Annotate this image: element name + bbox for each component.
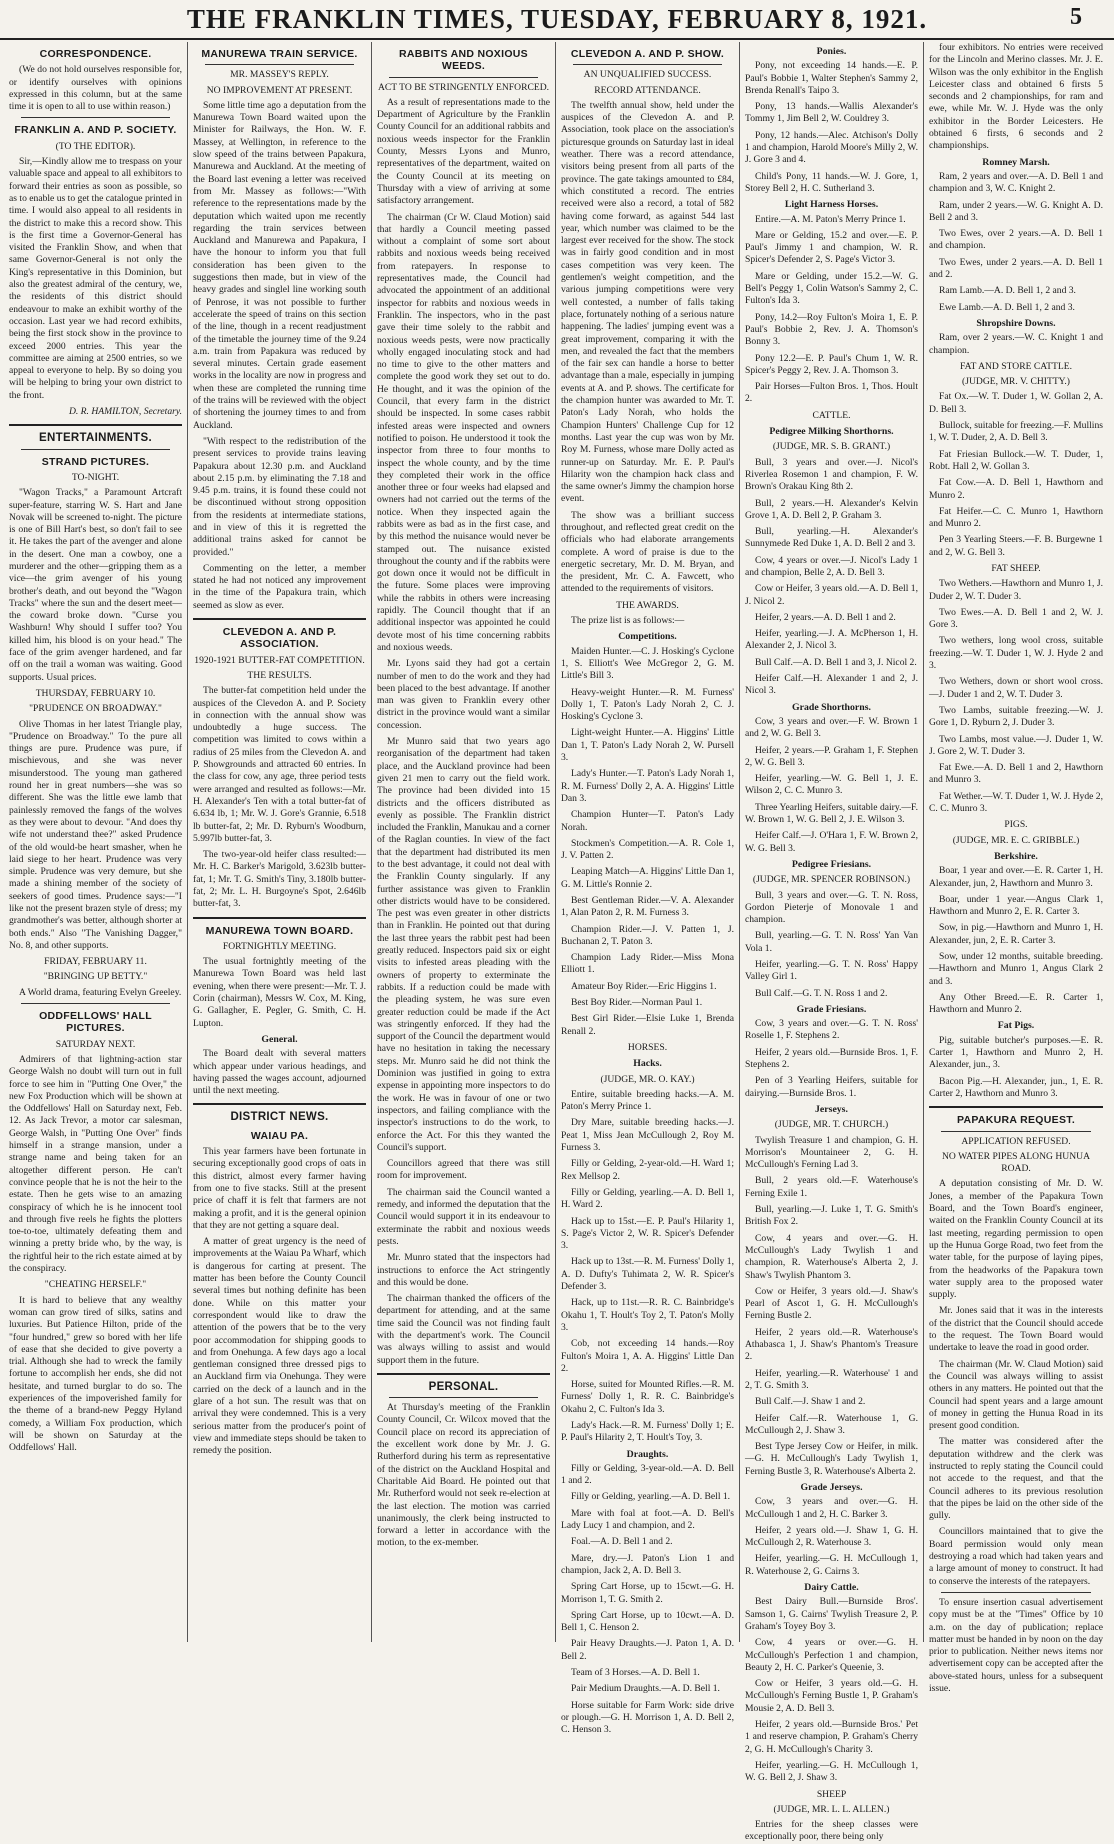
district-place: WAIAU PA. <box>250 1129 309 1142</box>
award-entry: Heifer, yearling.—J. A. McPherson 1, H. Alexander 2, J. Nicol 3. <box>745 628 918 652</box>
award-entry: Champion Rider.—J. V. Patten 1, J. Buchanan 2, T. Paton 3. <box>561 923 734 947</box>
town-board-paragraph: The Board dealt with several matters which appear under various headings, and having passed the wages account, adjourned until the next meeting. <box>193 1048 366 1097</box>
papakura-heading: PAPAKURA REQUEST. <box>956 1114 1076 1127</box>
cheating-paragraph: It is hard to believe that any wealthy woman can grow tired of silks, satins and luxuries. But Patience Hilton, pride of the "four hundred," grew so bored with her life of ease that she decided to give poverty a trial. Although she had to wreck the family fortune to accomplish her ends, she did not hesitate, and turned burglar to do so. The experiences of the impoverished family for the theme of a brand-new Peggy Hyland comedy, a William Fox production, which will be shown on Saturday at the Oddfellows' Hall. <box>9 1294 182 1454</box>
divider <box>9 424 182 426</box>
award-entry: Bullock, suitable for freezing.—F. Mullins 1, W. T. Duder, 2, A. D. Bell 3. <box>929 420 1103 444</box>
train-paragraph: Commenting on the letter, a member stated he had not noticed any improvement in the time of the Papakura train, which seemed as slow as ever. <box>193 562 366 611</box>
divider <box>21 1003 170 1004</box>
award-entry: Pony, 14.2—Roy Fulton's Moira 1, E. P. Paul's Bobbie 2, Rev. J. A. Thomson's Bonny 3. <box>745 311 918 348</box>
award-entry: Ewe Lamb.—A. D. Bell 1, 2 and 3. <box>939 301 1075 313</box>
rabbits-subheading: ACT TO BE STRINGENTLY ENFORCED. <box>377 81 550 93</box>
show-paragraph: The show was a brilliant success throughout, and reflected great credit on the officials who had elaborate arrangements complete. A word of praise is due to the energetic secretary, Mr. D. M. Bryan, and the president, Mr. C. A. Fawcett, who attended to the requirements of visitors. <box>561 509 734 595</box>
award-entry: Filly or Gelding, yearling.—A. D. Bell 1. <box>571 1491 731 1503</box>
light-harness-heading: Light Harness Horses. <box>784 199 879 211</box>
hacks-heading: Hacks. <box>633 1058 662 1070</box>
column-1 <box>4 42 188 1642</box>
butterfat-results: THE RESULTS. <box>247 669 312 681</box>
entertainments-heading: ENTERTAINMENTS. <box>39 432 152 445</box>
friday-date: FRIDAY, FEBRUARY 11. <box>44 956 147 968</box>
society-signature: D. R. HAMILTON, Secretary. <box>68 406 182 418</box>
pigs-heading: PIGS. <box>1004 819 1028 831</box>
award-entry: Ram Lamb.—A. D. Bell 1, 2 and 3. <box>939 285 1076 297</box>
horses-heading: HORSES. <box>627 1041 668 1053</box>
divider <box>941 1131 1091 1132</box>
award-entry: Two Wethers.—Hawthorn and Munro 1, J. Duder 2, W. T. Duder 3. <box>929 578 1103 602</box>
award-entry: Leaping Match—A. Higgins' Little Dan 1, G. M. Little's Ronnie 2. <box>561 866 734 890</box>
page-number: 5 <box>1070 4 1082 30</box>
award-entry: Bull, 2 years old.—F. Waterhouse's Ferning Exile 1. <box>745 1175 918 1199</box>
award-entry: Heifer, yearling.—G. T. N. Ross' Happy Valley Girl 1. <box>745 959 918 983</box>
divider <box>377 1373 550 1375</box>
award-entry: Mare, dry.—J. Paton's Lion 1 and champion, Jack 2, A. D. Bell 3. <box>561 1552 734 1576</box>
hacks-judge: (JUDGE, MR. O. KAY.) <box>600 1073 695 1085</box>
award-entry: Boar, under 1 year.—Angus Clark 1, Hawthorn and Munro 2, E. R. Carter 3. <box>929 893 1103 918</box>
divider <box>193 917 366 919</box>
oddfellows-date: SATURDAY NEXT. <box>55 1038 136 1050</box>
award-entry: Lady's Hunter.—T. Paton's Lady Norah 1, R. M. Furness' Dolly 2, A. A. Higgins' Little Dan 3. <box>561 768 734 804</box>
award-entry: Fat Cow.—A. D. Bell 1, Hawthorn and Munro 2. <box>929 477 1103 501</box>
award-entry: Fat Wether.—W. T. Duder 1, W. J. Hyde 2, C. C. Munro 3. <box>929 790 1103 815</box>
papakura-paragraph: Councillors maintained that to give the Board permission would only mean destroying a road which had taken years and a large amount of money to construct. It had to conserve the interests of the ratepayers. <box>929 1526 1103 1587</box>
award-entry: Heifer, yearling.—W. G. Bell 1, J. E. Wilson 2, C. C. Munro 3. <box>745 773 918 797</box>
award-entry: Heifer, 2 years old.—Burnside Bros.' Pet 1 and reserve champion, P. Graham's Cherry 2, G. H. McCullough's Charity 3. <box>745 1719 918 1755</box>
award-entry: Entire, suitable breeding hacks.—A. M. Paton's Merry Prince 1. <box>561 1088 734 1113</box>
award-entry: Pony, 13 hands.—Wallis Alexander's Tommy 1, Jim Bell 2, W. Couldrey 3. <box>745 101 918 125</box>
newspaper-title: THE FRANKLIN TIMES, TUESDAY, FEBRUARY 8, 1921. <box>186 3 928 34</box>
award-entry: Sow, under 12 months, suitable breeding.—Hawthorn and Munro 1, Angus Clark 2 and 3. <box>929 951 1103 987</box>
award-entry: Champion Lady Rider.—Miss Mona Elliott 1. <box>561 952 734 976</box>
award-entry: Pony, not exceeding 14 hands.—E. P. Paul's Bobbie 1, Walter Stephen's Sammy 2, Brenda Renall's Taipo 3. <box>745 60 918 96</box>
award-entry: Heifer, yearling.—G. H. McCullough 1, W. G. Bell 2, J. Shaw 3. <box>745 1759 918 1784</box>
correspondence-heading: CORRESPONDENCE. <box>39 48 152 60</box>
divider <box>573 64 722 65</box>
district-paragraph: This year farmers have been fortunate in securing exceptionally good crops of oats in this district, almost every farmer having from one to five stacks. Still at the present price of chaff it is felt that farmers are not making a profit, and it is the general opinion that they are not getting a square deal. <box>193 1146 366 1231</box>
papakura-subheading-2: NO WATER PIPES ALONG HUNUA ROAD. <box>942 1150 1090 1175</box>
rabbits-paragraph: The chairman thanked the officers of the department for attending, and at the same time said the Council was not finding fault with the department's work. The Council was always willing to assist and would support them in the future. <box>377 1293 550 1366</box>
award-entry: Stockmen's Competition.—A. R. Cole 1, J. V. Patten 2. <box>561 837 734 862</box>
award-entry: Two Lambs, most value.—J. Duder 1, W. J. Gore 2, W. T. Duder 3. <box>929 733 1103 757</box>
award-entry: Pig, suitable butcher's purposes.—E. R. Carter 1, Hawthorn and Munro 2, H. Alexander, jun., 3. <box>929 1034 1103 1071</box>
award-entry: Two Ewes, under 2 years.—A. D. Bell 1 and 2. <box>929 256 1103 281</box>
fat-pigs-heading: Fat Pigs. <box>997 1020 1035 1032</box>
train-heading: MANUREWA TRAIN SERVICE. <box>201 48 358 60</box>
sheep-heading: SHEEP <box>816 1788 847 1800</box>
award-entry: Bull Calf.—J. Shaw 1 and 2. <box>755 1396 866 1408</box>
award-entry: Heifer, 2 years old.—J. Shaw 1, G. H. McCullough 2, R. Waterhouse 3. <box>745 1524 918 1549</box>
divider <box>941 1592 1091 1593</box>
show-heading: CLEVEDON A. AND P. SHOW. <box>570 48 725 60</box>
award-entry: Ram, over 2 years.—W. C. Knight 1 and champion. <box>929 332 1103 356</box>
award-entry: Any Other Breed.—E. R. Carter 1, Hawthorn and Munro 2. <box>929 991 1103 1016</box>
correspondence-note: (We do not hold ourselves responsible for, or identify ourselves with opinions expressed in this column, but at the same time it is open to all to use within reason.) <box>9 64 182 113</box>
award-entry: Cow, 4 years or over.—G. H. McCullough's Perfection 1 and champion, Beauty 2, H. C. Parker's Queenie, 3. <box>745 1637 918 1673</box>
award-entry: Filly or Gelding, 3-year-old.—A. D. Bell 1 and 2. <box>561 1462 734 1487</box>
rabbits-paragraph: Mr. Lyons said they had got a certain number of men to do the work and they had been placed to the best advantage. If another man was given to Franklin every other district in the province would want a similar concession. <box>377 658 550 731</box>
award-entry: Cow, 4 years or over.—J. Nicol's Lady 1 and champion, Belle 2, A. D. Bell 3. <box>745 554 918 578</box>
berkshire-heading: Berkshire. <box>994 850 1038 862</box>
award-entry: Bull, 3 years and over.—G. T. N. Ross, Gordon Pieterje of Monovale 1 and champion. <box>745 889 918 926</box>
butterfat-heading: CLEVEDON A. AND P. ASSOCIATION. <box>222 626 337 651</box>
draughts-heading: Draughts. <box>626 1448 669 1460</box>
divider <box>21 449 170 450</box>
romney-heading: Romney Marsh. <box>982 156 1050 168</box>
award-entry: Cob, not exceeding 14 hands.—Roy Fulton's Moira 1, A. A. Higgins' Little Dan 2. <box>561 1338 734 1374</box>
awards-heading: THE AWARDS. <box>616 599 679 611</box>
divider <box>389 77 538 78</box>
papakura-paragraph: The matter was considered after the deputation withdrew and the clerk was instructed to reply stating the Council could not accede to the request, and that the Council adheres to its previous resolution that the pipes be laid on the other side of the gully. <box>929 1436 1103 1522</box>
award-entry: Spring Cart Horse, up to 15cwt.—G. H. Morrison 1, T. G. Smith 2. <box>561 1581 734 1605</box>
award-entry: Bull, 3 years and over.—J. Nicol's Riverlea Rosemon 1 and champion, F. W. Brown's Orakau King 8th 2. <box>745 456 918 493</box>
show-subheading-2: RECORD ATTENDANCE. <box>594 84 701 96</box>
town-board-general: General. <box>261 1033 298 1045</box>
award-entry: Twylish Treasure 1 and champion, G. H. Morrison's Mountaineer 2, G. H. McCullough's Ferning Lad 3. <box>745 1134 918 1171</box>
award-entry: Best Gentleman Rider.—V. A. Alexander 1, Alan Paton 2, R. M. Furness 3. <box>561 895 734 919</box>
society-letter: Sir,—Kindly allow me to trespass on your valuable space and appeal to all exhibitors to forward their entries as soon as possible, so as to enable us to get the catalogue printed in time. I would also appeal to all residents in the district to make this a record show. This is the first time a Governor-General has visited the Franklin Show, and when that same Governor-General is not only the King's representative in this Dominion, but also the greatest admiral of the century, we, the residents of this district should endeavour to make an exhibit worthy of the occasion. Last year we had record exhibits, being the first stock show in the province to exceed 2000 entries. This year the committee are aiming at 2500 entries, so we appeal to everyone to help. By so doing you will be helping to bring your own district to the front. <box>9 156 182 401</box>
sheep-judge: (JUDGE, MR. L. L. ALLEN.) <box>773 1803 890 1815</box>
town-board-heading: MANUREWA TOWN BOARD. <box>205 924 354 937</box>
award-entry: Mare or Gelding, 15.2 and over.—E. P. Paul's Jimmy 1 and champion, W. R. Spicer's Defender 2, S. Page's Victor 3. <box>745 229 918 266</box>
society-heading: FRANKLIN A. AND P. SOCIETY. <box>14 124 177 137</box>
award-entry: Filly or Gelding, 2-year-old.—H. Ward 1; Rex Mellsop 2. <box>561 1158 734 1182</box>
page-columns <box>4 42 1110 1843</box>
rabbits-paragraph: The chairman (Cr W. Claud Motion) said that hardly a Council meeting passed without a complaint of some sort about rabbits and noxious weeds being received from ratepayers. In response to representatives made, the Council had advocated the appointment of an additional inspector for rabbits and noxious weeds in Franklin. The inspectors, who in the past gave their time solely to the rabbit and noxious weeds pests, were now practically wholly engaged inoculating stock and had no time to give to the other matters and complete the good work they set out to do. He thought, and it was the opinion of the Council, that every farm in the district should be inspected. In some cases rabbit infested areas were inspected and owners notified to poison. He understood it took the inspector from three to four months to inspect the whole county, and by the time they completed their work in the office another three or four weeks had elapsed and owners had not carried out the terms of the notice. When they inspected again the rabbits were as bad as in the first case, and by this method the nuisance would never be stamped out. The nuisance existed throughout the county and if the rabbits were got down once it would not be difficult in the future. Some places were improving while the rabbits in others were increasing rapidly. The Council thought that if an additional inspector was appointed he could devote most of his time concerning rabbits and noxious weeds. <box>377 211 550 653</box>
rabbits-paragraph: Councillors agreed that there was still room for improvement. <box>377 1158 550 1182</box>
award-entry: Heifer Calf.—R. Waterhouse 1, G. McCullough 2, J. Shaw 3. <box>745 1412 918 1436</box>
train-paragraph: "With respect to the redistribution of the present services to provide trains leaving Papakura about 12.30 p.m. and Auckland about 2.15 p.m. by eliminating the 7.18 and 9.45 p.m. trains, it is found these could not be discontinued without strong opposition from the residents at intermediate stations, and in view of this it is regretted the additional trains asked for cannot be provided." <box>193 435 366 558</box>
award-entry: Champion Hunter—T. Paton's Lady Norah. <box>561 809 734 833</box>
ponies-heading: Ponies. <box>816 46 847 57</box>
award-entry: Two Ewes.—A. D. Bell 1 and 2, W. J. Gore 3. <box>929 606 1103 631</box>
award-entry: Team of 3 Horses.—A. D. Bell 1. <box>571 1667 700 1679</box>
divider <box>205 64 354 65</box>
show-paragraph: The twelfth annual show, held under the auspices of the Clevedon A. and P. Association, took place on the association's picturesque grounds on Saturday last in ideal weather. There was a record attendance, visitors being present from all parts of the province. The gate takings amounted to £84, which constituted a record. The entries received were also a record, a total of 582 having come forward, as against 544 last year, which number was claimed to be the largest ever received for the show. The stock was in fairly good condition and in most cases competition was very keen. The gentlemen's weight competition, and the various jumping competitions were very well contested, a number of falls taking place, fortunately nothing of a serious nature happening. The ladies' jumping event was a great improvement, comparing it with the men, and revealed the fact that the members of the fair sex can handle a horse to better advantage than a male, especially in jumping events at A. and P. shows. The certificate for the champion hunter was awarded to Mr. T. Paton's Lady Norah, who holds the Champion Hunters' Challenge Cup for 12 months. Last year the cup was won by Mr. Roy M. Furness, whose mare Dolly acted as runner-up on Saturday. Mr. E. P. Paul's Hilarity won the champion hack class and the same owner's Jimmy the champion horse event. <box>561 99 734 505</box>
award-entry: Cow or Heifer, 3 years old.—J. Shaw's Pearl of Ascot 1, G. H. McCullough's Ferning Bustle 2. <box>745 1285 918 1322</box>
award-entry: Pair Horses—Fulton Bros. 1, Thos. Hoult 2. <box>745 381 918 405</box>
thursday-date: THURSDAY, FEBRUARY 10. <box>35 687 156 699</box>
district-news-heading: DISTRICT NEWS. <box>230 1111 329 1124</box>
award-entry: Cow, 3 years and over.—G. T. N. Ross' Roselle 1, F. Stephens 2. <box>745 1018 918 1042</box>
shorthorns-judge: (JUDGE, MR. S. B. GRANT.) <box>772 441 891 453</box>
divider <box>193 1103 366 1105</box>
divider <box>21 117 170 118</box>
rabbits-paragraph: As a result of representations made to the Department of Agriculture by the Franklin County Council for an additional rabbits and noxious weeds inspector for the Franklin County, Messrs Lyons and Munro, representatives of the department, waited on the County Council at its meeting on Thursday with a view of arriving at some satisfactory arrangement. <box>377 96 550 207</box>
award-entry: Best Dairy Bull.—Burnside Bros'. Samson 1, G. Cairns' Twylish Treasure 2, P. Graham's Toyey Boy 3. <box>745 1596 918 1632</box>
strand-heading: STRAND PICTURES. <box>41 455 150 468</box>
cheating-title: "CHEATING HERSELF." <box>44 1279 147 1291</box>
society-to-editor: (TO THE EDITOR). <box>55 140 136 152</box>
award-entry: Bull Calf.—G. T. N. Ross 1 and 2. <box>755 987 888 999</box>
award-entry: Three Yearling Heifers, suitable dairy.—F. W. Brown 1, W. G. Bell 2, J. E. Wilson 3. <box>745 801 918 826</box>
train-paragraph: Some little time ago a deputation from the Manurewa Town Board waited upon the Minister for Railways, the Hon. W. F. Massey, at Wellington, in reference to the slow speed of the trains between Papakura, Manurewa and Auckland. At the meeting of the Board last evening a letter was received from Mr. Massey as follows:—"With reference to the representations made by the deputation which waited upon me recently regarding the train services between Auckland and Manurewa and Papakura, I have the honour to inform you that full consideration has been given to the suggestions then made, but in view of the heavy grades and singlel line working south of Penrose, it was not possible to further accelerate the speed of trains on this section of the line, though in a recent readjustment of the timetable the journey time of the 9.24 a.m. train from Papakura was reduced by several minutes. Certain grade easement works in the locality are now in progress and when these are completed the running time of the trains will be reviewed with the object of shortening the journey times to and from Auckland. <box>193 99 366 431</box>
masthead <box>0 0 1114 40</box>
papakura-paragraph: A deputation consisting of Mr. D. W. Jones, a member of the Papakura Town Board, and the Town Board's engineer, waited on the Franklin County Council at its last meeting, regarding permission to open up the Hunua Gorge Road, two feet from the water table, for the purpose of laying pipes, from the headworks of the Papakura town water supply area to the proposed water supply. <box>929 1178 1103 1301</box>
betty-paragraph: A World drama, featuring Evelyn Greeley. <box>19 986 182 998</box>
papakura-subheading: APPLICATION REFUSED. <box>961 1135 1071 1147</box>
award-entry: Boar, 1 year and over.—E. R. Carter 1, H. Alexander, jun, 2, Hawthorn and Munro 3. <box>929 865 1103 889</box>
award-entry: Hack up to 13st.—R. M. Furness' Dolly 1, A. D. Dufty's Tuhimata 2, W. R. Spicer's Defender 3. <box>561 1256 734 1293</box>
fat-sheep-heading: FAT SHEEP. <box>991 562 1041 574</box>
award-entry: Bull, yearling.—J. Luke 1, T. G. Smith's British Fox 2. <box>745 1204 918 1228</box>
awards-intro: The prize list is as follows:— <box>571 615 685 627</box>
cattle-heading: CATTLE. <box>812 409 851 421</box>
award-entry: Fat Ox.—W. T. Duder 1, W. Gollan 2, A. D. Bell 3. <box>929 391 1103 415</box>
award-entry: Bull, yearling.—H. Alexander's Sunnymede Red Duke 1, A. D. Bell 2 and 3. <box>745 526 918 550</box>
award-entry: Two Wethers, down or short wool cross.—J. Duder 1 and 2, W. T. Duder 3. <box>929 676 1103 700</box>
award-entry: Two wethers, long wool cross, suitable freezing.—W. T. Duder 1, W. J. Hyde 2 and 3. <box>929 635 1103 672</box>
personal-paragraph: At Thursday's meeting of the Franklin County Council, Cr. Wilcox moved that the Council place on record its appreciation of the excellent work done by Mr. J. G. Rutherford during his term as representative of the district on the Auckland Hospital and Charitable Aid Board. He pointed out that Mr. Rutherford would not seek re-election at the last election. The motion was carried unanimously, the clerk being instructed to forward a letter in accordance with the motion, to the ex-member. <box>377 1402 550 1549</box>
show-subheading: AN UNQUALIFIED SUCCESS. <box>583 69 712 81</box>
award-entry: Bull Calf.—A. D. Bell 1 and 3, J. Nicol 2. <box>755 656 917 668</box>
grade-friesians-heading: Grade Friesians. <box>796 1003 867 1015</box>
award-entry: Heifer, yearling.—G. H. McCullough 1, R. Waterhouse 2, G. Cairns 3. <box>745 1553 918 1577</box>
rabbits-paragraph: Mr Munro said that two years ago reorganisation of the department had taken place, and the Auckland province had been given 21 men to carry out the field work. The province had been divided into 15 districts and the officers distributed as evenly as possible. The Franklin district included the Franklin, Manukau and a corner of the Raglan counties. In view of the fact that the department had distributed its men to the best advantage, it could not deal with the Franklin County singularly. If any further assistance was given to Franklin other districts would have to be considered. The pest was even greater in other districts than in Franklin. He pointed out that during the last three years the rabbit pest had been greatly reduced. Inspectors paid six or eight visits to infested areas pleading with the owners of property to exterminate the rabbits. If a reduction could be made with the pleading system, he was sure even greater reduction could be made if the Act was stringently enforced. If they had the support of the Council the department would have no hesitation in taking the necessary steps. Mr. Munro said he did not think the Dominion was justified in going to extra expense in appointing more inspectors to do the work. He was in favour of one or two inspectors, and failing compliance with the inspector's instructions to do the work, to enforce the Act. For this they wanted the Council's support. <box>377 736 550 1153</box>
award-entry: Spring Cart Horse, up to 10cwt.—A. D. Bell 1, C. Henson 2. <box>561 1609 734 1634</box>
rabbits-heading: RABBITS AND NOXIOUS WEEDS. <box>399 48 528 73</box>
betty-title: "BRINGING UP BETTY." <box>43 971 148 983</box>
column-5 <box>740 42 924 1843</box>
divider <box>389 1397 538 1398</box>
pedigree-shorthorns-heading: Pedigree Milking Shorthorns. <box>769 426 894 438</box>
column-6 <box>924 42 1108 1695</box>
award-entry: Heifer, 2 years old.—R. Waterhouse's Athabasca 1, J. Shaw's Phantom's Treasure 2. <box>745 1326 918 1363</box>
award-entry: Pony 12.2—E. P. Paul's Chum 1, W. R. Spicer's Peggy 2, Rev. J. A. Thomson 3. <box>745 352 918 376</box>
train-subheading-2: NO IMPROVEMENT AT PRESENT. <box>206 84 353 96</box>
award-entry: Heifer, 2 years old.—Burnside Bros. 1, F. Stephens 2. <box>745 1046 918 1071</box>
award-entry: Cow, 4 years and over.—G. H. McCullough's Lady Twylish 1 and champion, R. Waterhouse's Alberta 2, J. Shaw's Twylish Phantom 3. <box>745 1232 918 1281</box>
award-entry: Best Type Jersey Cow or Heifer, in milk.—G. H. McCullough's Lady Twylish 1, Ferning Bustle 3, R. Waterhouse's Alberta 2. <box>745 1441 918 1477</box>
award-entry: Horse suitable for Farm Work: side drive or plough.—G. H. Morrison 1, A. D. Bell 2, C. Henson 3. <box>561 1699 734 1736</box>
shropshire-heading: Shropshire Downs. <box>976 317 1056 329</box>
competitions-heading: Competitions. <box>618 631 677 643</box>
award-entry: Horse, suited for Mounted Rifles.—R. M. Furness' Dolly 1, R. R. C. Bainbridge's Okahu 2, C. Fulton's Ida 3. <box>561 1379 734 1415</box>
pigs-judge: (JUDGE, MR. E. C. GRIBBLE.) <box>952 834 1080 846</box>
award-entry: Heifer, yearling.—R. Waterhouse' 1 and 2, T. G. Smith 3. <box>745 1367 918 1391</box>
award-entry: Bacon Pig.—H. Alexander, jun., 1, E. R. Carter 2, Hawthorn and Munro 3. <box>929 1075 1103 1099</box>
award-entry: Heifer, 2 years.—P. Graham 1, F. Stephen 2, W. G. Bell 3. <box>745 744 918 768</box>
fat-cattle-judge: (JUDGE, MR. V. CHITTY.) <box>962 376 1070 388</box>
strand-paragraph: "Wagon Tracks," a Paramount Artcraft super-feature, starring W. S. Hart and Jane Novak will be screened to-night. The picture is one of Bill Hart's best, so don't fail to see it. He takes the part of the avenger and alone in the desert. One man a cowboy, one a murderer and the other—gripping them as a vice—the grim avenger of his young brother's death, and out beyond the "Wagon Tracks" where the sun and the desert meet—the coward broke down. "Curse you Washburn! Why should I suffer too? You killed him, his blood is on your head." The face of the grim avenger hardened, and far off on the trail a woman was waiting. Good supports. Usual prices. <box>9 487 182 683</box>
award-entry: Cow, 3 years and over.—F. W. Brown 1 and 2, W. G. Bell 3. <box>745 715 918 740</box>
award-entry: Pen of 3 Yearling Heifers, suitable for dairying.—Burnside Bros. 1. <box>745 1075 918 1099</box>
award-entry: Child's Pony, 11 hands.—W. J. Gore, 1, Storey Bell 2, H. C. Sutherland 3. <box>745 170 918 194</box>
award-entry: Heifer, 2 years.—A. D. Bell 1 and 2. <box>755 611 896 623</box>
column-4 <box>556 42 740 1736</box>
award-entry: Best Boy Rider.—Norman Paul 1. <box>571 997 703 1009</box>
rabbits-paragraph: Mr. Munro stated that the inspectors had instructions to enforce the Act stringently and this would be done. <box>377 1252 550 1288</box>
personal-heading: PERSONAL. <box>428 1380 499 1393</box>
award-entry: Hack, up to 11st.—R. R. C. Bainbridge's Okahu 1, T. Hoult's Toy 2, T. Paton's Molly 3. <box>561 1297 734 1333</box>
award-entry: Two Lambs, suitable freezing.—W. J. Gore 1, D. Ryburn 2, J. Duder 3. <box>929 704 1103 729</box>
award-entry: Foal.—A. D. Bell 1 and 2. <box>571 1536 673 1548</box>
jerseys-judge: (JUDGE, MR. T. CHURCH.) <box>774 1119 889 1131</box>
strand-tonight: TO-NIGHT. <box>71 471 120 483</box>
award-entry: Heifer Calf.—J. O'Hara 1, F. W. Brown 2, W. G. Bell 3. <box>745 830 918 854</box>
award-entry: Bull, 2 years.—H. Alexander's Kelvin Grove 1, A. D. Bell 2, P. Graham 3. <box>745 497 918 521</box>
butterfat-paragraph: The two-year-old heifer class resulted:—Mr. H. C. Barker's Marigold, 3.623lb butter-fat, 1; Mr. T. G. Smith's Tiny, 3.180lb butter-fat, 2; Mr. L. H. Burgoyne's Spot, 2.646lb butter-fat, 3. <box>193 849 366 910</box>
award-entry: Amateur Boy Rider.—Eric Higgins 1. <box>571 980 717 992</box>
column-2 <box>188 42 372 1642</box>
award-entry: Pen 3 Yearling Steers.—F. B. Burgewne 1 and 2, W. G. Bell 3. <box>929 534 1103 558</box>
award-entry: Maiden Hunter.—C. J. Hosking's Cyclone 1, S. Elliott's Wee McGregor 2, G. M. Little's Bill 3. <box>561 645 734 682</box>
award-entry: Mare with foal at foot.—A. D. Bell's Lady Lucy 1 and champion, and 2. <box>561 1507 734 1532</box>
town-board-paragraph: The usual fortnightly meeting of the Manurewa Town Board was held last evening, when there were present:—Mr. T. J. Corin (chairman), Messrs W. Cox, M. King, G. Gallagher, E. Pegler, G. Smith, C. H. Lupton. <box>193 956 366 1029</box>
award-entry: Dry Mare, suitable breeding hacks.—J. Peat 1, Miss Jean McCullough 2, Roy M. Furness 3. <box>561 1117 734 1154</box>
award-entry: Sow, in pig.—Hawthorn and Munro 1, H. Alexander, jun, 2, E. R. Carter 3. <box>929 922 1103 946</box>
sheep-continued: four exhibitors. No entries were received for the Lincoln and Merino classes. Mr. J. E. Wilson was the only exhibitor in the English Leicester class and obtained 6 firsts 5 seconds and 2 championships, for ram and ewe, while Mr. W. J. Hyde was the only exhibitor in the Border Leicesters. He obtained 6 firsts, 6 seconds and 2 championships. <box>929 42 1103 152</box>
award-entry: Cow or Heifer, 3 years old.—A. D. Bell 1, J. Nicol 2. <box>745 583 918 607</box>
award-entry: Ram, under 2 years.—W. G. Knight A. D. Bell 2 and 3. <box>929 199 1103 223</box>
prudence-paragraph: Olive Thomas in her latest Triangle play, "Prudence on Broadway." To the pure all things are pure. Prudence was pure, if mischievous, and she was never misunderstood. The young man gathered round her in great numbers—she was so different. She was the little ewe lamb that painlessly removed the fangs of the wolves as they were about to devour. "And does thy wife not understand thee?" asked Prudence of the old would-be heart smasher, when he laid siege to her heart. Prudence was very simple. Prudence was very demure, but she made a shining member of the society of seekers of good times. Prudence says:—"I like not the present brazen style of dress; my grandmother's was better, although shorter at both ends." Also "The Vanishing Dagger," No. 8, and other supports. <box>9 718 182 951</box>
district-paragraph: A matter of great urgency is the need of improvements at the Waiau Pa Wharf, which is dangerous for carting at present. The matter has been before the County Council several times but nothing definite has been done. While on this matter your correspondent would like to draw the attention of the powers that be to the very poor accommodation for shipping goods to and from Onehunga. A few days ago a local gentleman consigned three dressed pigs to an Auckland firm via Onehunga. They were carried on the deck of a launch and in the glare of a hot sun. The result was that on arrival they were condemned. This is a very serious matter from the producer's point of view and immediate steps should be taken to remedy the position. <box>193 1236 366 1457</box>
divider <box>193 618 366 620</box>
butterfat-subheading: 1920-1921 BUTTER-FAT COMPETITION. <box>194 654 365 666</box>
divider <box>929 1106 1103 1108</box>
award-entry: Light-weight Hunter.—A. Higgins' Little Dan 1, T. Paton's Lady Norah 2, W. Pursell 3. <box>561 727 734 764</box>
award-entry: Cow, 3 years and over.—G. H. McCullough 1 and 2, H. C. Barker 3. <box>745 1496 918 1520</box>
pedigree-friesians-heading: Pedigree Friesians. <box>791 858 872 870</box>
oddfellows-paragraph: Admirers of that lightning-action star George Walsh no doubt will turn out in full force to see him in "Putting One Over," the new Fox Production which will be shown at the Oddfellows' Hall on Saturday next, Feb. 12. As Jack Trevor, a motor car salesman, George Walsh, in "Putting One Over" finds himself in a strange mansion, under a strange name and being taken for an altogether different person. He can't convince people that he is not the heir to the estate. Then he gets wise to an amazing conspiracy of which he is he innocent tool and through five reels he fights the plotters toe-to-toe, ultimately defeating them and winning a pretty bride who, by the way, is the rightful heir to the rich estate aimed at by the conspiracy. <box>9 1053 182 1275</box>
fat-cattle-heading: FAT AND STORE CATTLE. <box>960 360 1072 372</box>
award-entry: Entire.—A. M. Paton's Merry Prince 1. <box>755 213 906 225</box>
award-entry: Best Girl Rider.—Elsie Luke 1, Brenda Renall 2. <box>561 1013 734 1037</box>
rabbits-paragraph: The chairman said the Council wanted a remedy, and informed the deputation that the Council would support it in its endeavour to exterminate the rabbit and noxious weeds pests. <box>377 1186 550 1247</box>
award-entry: Pair Heavy Draughts.—J. Paton 1, A. D. Bell 2. <box>561 1638 734 1662</box>
column-3 <box>372 42 556 1642</box>
jerseys-heading: Jerseys. <box>815 1103 848 1115</box>
award-entry: Fat Heifer.—C. C. Munro 1, Hawthorn and Munro 2. <box>929 505 1103 530</box>
award-entry: Cow or Heifer, 3 years old.—G. H. McCullough's Ferning Bustle 1, P. Graham's Mousie 2, A. D. Bell 3. <box>745 1678 918 1714</box>
train-subheading: MR. MASSEY'S REPLY. <box>230 69 329 81</box>
award-entry: Hack up to 15st.—E. P. Paul's Hilarity 1, S. Page's Victor 2, W. R. Spicer's Defender 3. <box>561 1215 734 1252</box>
award-entry: Ram, 2 years and over.—A. D. Bell 1 and champion and 3, W. C. Knight 2. <box>929 170 1103 195</box>
town-board-subheading: FORTNIGHTLY MEETING. <box>222 940 337 952</box>
award-entry: Pair Medium Draughts.—A. D. Bell 1. <box>571 1683 720 1695</box>
award-entry: Pony, 12 hands.—Alec. Atchison's Dolly 1 and champion, Harold Moore's Milly 2, W. J. Gore 3 and 4. <box>745 129 918 166</box>
award-entry: Heifer Calf.—H. Alexander 1 and 2, J. Nicol 3. <box>745 673 918 697</box>
papakura-paragraph: The chairman (Mr. W. Claud Motion) said the Council was always willing to assist others in any matters. He pointed out that the Council had spent years and a large amount of money in getting the Hunua Road in its present good condition. <box>929 1358 1103 1432</box>
award-entry: Bull, yearling.—G. T. N. Ross' Yan Van Vola 1. <box>745 930 918 954</box>
dairy-cattle-heading: Dairy Cattle. <box>804 1582 859 1594</box>
award-entry: Heavy-weight Hunter.—R. M. Furness' Dolly 1, T. Paton's Lady Norah 2, C. J. Hosking's Cyclone 3. <box>561 686 734 723</box>
grade-jerseys-heading: Grade Jerseys. <box>800 1481 863 1493</box>
friesians-judge: (JUDGE, MR. SPENCER ROBINSON.) <box>752 874 911 886</box>
papakura-paragraph: Mr. Jones said that it was in the interests of the district that the Council should accede to the request. The Town Board would undertake to leave the road in good order. <box>929 1305 1103 1354</box>
award-entry: Mare or Gelding, under 15.2.—W. G. Bell's Peggy 1, Colin Watson's Sammy 2, C. Fulton's Ida 3. <box>745 270 918 307</box>
award-entry: Fat Ewe.—A. D. Bell 1 and 2, Hawthorn and Munro 3. <box>929 762 1103 786</box>
award-entry: Two Ewes, over 2 years.—A. D. Bell 1 and champion. <box>929 228 1103 252</box>
oddfellows-heading: ODDFELLOWS' HALL PICTURES. <box>39 1010 152 1035</box>
butterfat-paragraph: The butter-fat competition held under the auspices of the Clevedon A. and P. Society in connection with the annual show was undoubtedly a huge success. The competition was limited to cows within a radius of 25 miles from the Clevedon A. and P. Showgrounds and attracted 60 entries. In the class for cow, any age, three period tests were arranged and resulted as follows:—Mr. H. Alexander's Ten with a total butter-fat of 6.634 lb, 1; Mr. W. J. Gore's Grannie, 6.518 lb butter-fat, 2; Mr. D. Ryburn's Woodburn, 5.997lb butter-fat, 3. <box>193 685 366 844</box>
award-entry: Lady's Hack.—R. M. Furness' Dolly 1; E. P. Paul's Hilarity 2, T. Hoult's Toy, 3. <box>561 1419 734 1444</box>
sheep-paragraph: Entries for the sheep classes were exceptionally poor, there being only <box>745 1819 918 1843</box>
award-entry: Fat Friesian Bullock.—W. T. Duder, 1, Robt. Hall 2, W. Gollan 3. <box>929 448 1103 472</box>
prudence-title: "PRUDENCE ON BROADWAY." <box>29 703 162 715</box>
advertising-notice: To ensure insertion casual advertisement copy must be at the "Times" Office by 10 a.m. on the day of publication; replace matter must be handed in by noon on the day prior to publication. Neither news items nor advertisement copy can be accepted after the above-stated hours, unless for a subsequent issue. <box>929 1596 1103 1695</box>
grade-shorthorns-heading: Grade Shorthorns. <box>792 701 871 713</box>
award-entry: Filly or Gelding, yearling.—A. D. Bell 1, H. Ward 2. <box>561 1186 734 1211</box>
